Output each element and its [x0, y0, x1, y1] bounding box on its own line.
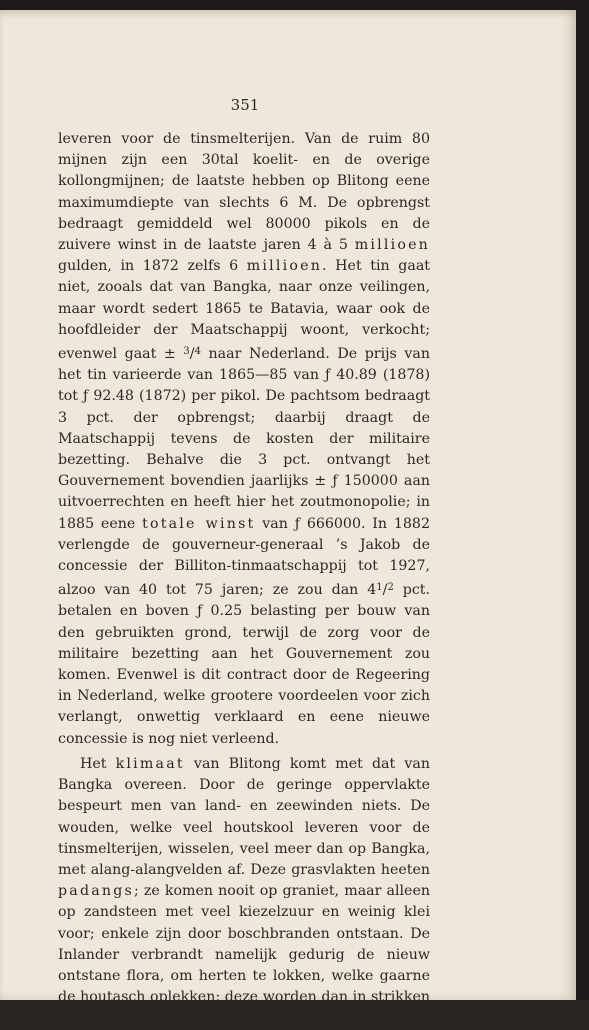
text-run: / [189, 346, 195, 363]
text-run: van Blitong komt met dat van Bangka overeen. Door de geringe oppervlakte bespeurt men van land- en zeewinden niets. De wouden, welke veel houtskool leveren voor de tinsmelterijen, wisselen, veel meer dan op Bangka, met alang-alangvelden af. Deze grasvlakten heeten [58, 755, 430, 878]
text-run: ; ze komen nooit op graniet, maar alleen op zandsteen met veel kiezelzuur en weinig klei voor; enkele zijn door boschbranden ontstaan. De Inlander verbrandt namelijk gedurig de nieuw ontstane flora, om herten te lokken, welke gaarne de houtasch oplekken; deze worden dan in strikken en netten gevangen. Door [58, 883, 430, 1027]
spaced-emphasis: totale winst [142, 515, 256, 532]
spaced-emphasis: millioen [354, 237, 430, 254]
fraction-digit: 2 [387, 582, 394, 594]
text-run: gulden, in 1872 zelfs 6 [58, 258, 247, 275]
text-run: pct. betalen en boven ƒ 0.25 belasting per bouw van den gebruikten grond, terwijl de zorg voor de militaire bezetting aan het Gouvernement zou komen. Evenwel is dit contract door de Regeering in Nederland, welke grootere voordeelen voor zich verlangt, onwettig verklaard en eene nieuwe concessie is nog niet verleend. [58, 582, 430, 747]
body-text [58, 129, 430, 1030]
text-run: naar Nederland. De prijs van het tin varieerde van 1865—85 van ƒ 40.89 (1878) tot ƒ 92.48 (1872) per pikol. De pachtsom bedraagt 3 pct. der opbrengst; daarbij draagt de Maatschappij tevens de kosten der militaire bezetting. Behalve die 3 pct. ontvangt het Gouvernement bovendien jaarlijks ± ƒ 150000 aan uitvoerrechten en heeft hier het zoutmonopolie; in 1885 eene [58, 346, 431, 532]
paragraph-1 [58, 129, 430, 750]
page-number: 351 [230, 96, 260, 114]
text-run: van ƒ 666000. In 1882 verlengde de gouverneur-generaal ’s Jakob de concessie der Billiton-tinmaatschappij tot 1927, alzoo van 40 tot 75 jaren; ze zou dan 4 [58, 515, 430, 599]
paragraph-2 [58, 754, 430, 1030]
book-page [0, 10, 576, 1027]
scan-border-right [575, 0, 589, 1000]
text-run: . Het tin gaat niet, zooals dat van Bangka, naar onze veilingen, maar wordt sedert 1865 te Batavia, waar ook de hoofdleider der Maatschappij woont, verkocht; evenwel gaat ± [58, 258, 430, 363]
spaced-emphasis: padangs [58, 883, 134, 900]
text-run: / [382, 582, 388, 599]
text-run: Het [80, 755, 116, 772]
fraction-digit: 4 [194, 346, 201, 358]
spaced-emphasis: klimaat [115, 755, 185, 772]
fraction-digit: 3 [183, 346, 190, 358]
fraction-digit: 1 [376, 582, 383, 594]
spaced-emphasis: millioen [246, 258, 323, 275]
text-run: leveren voor de tinsmelterijen. Van de ruim 80 mijnen zijn een 30tal koelit- en de overige kollongmijnen; de laatste hebben op Blitong eene maximumdiepte van slechts 6 M. De opbrengst bedraagt gemiddeld wel 80000 pikols en de zuivere winst in de laatste jaren 4 à 5 [58, 131, 430, 254]
